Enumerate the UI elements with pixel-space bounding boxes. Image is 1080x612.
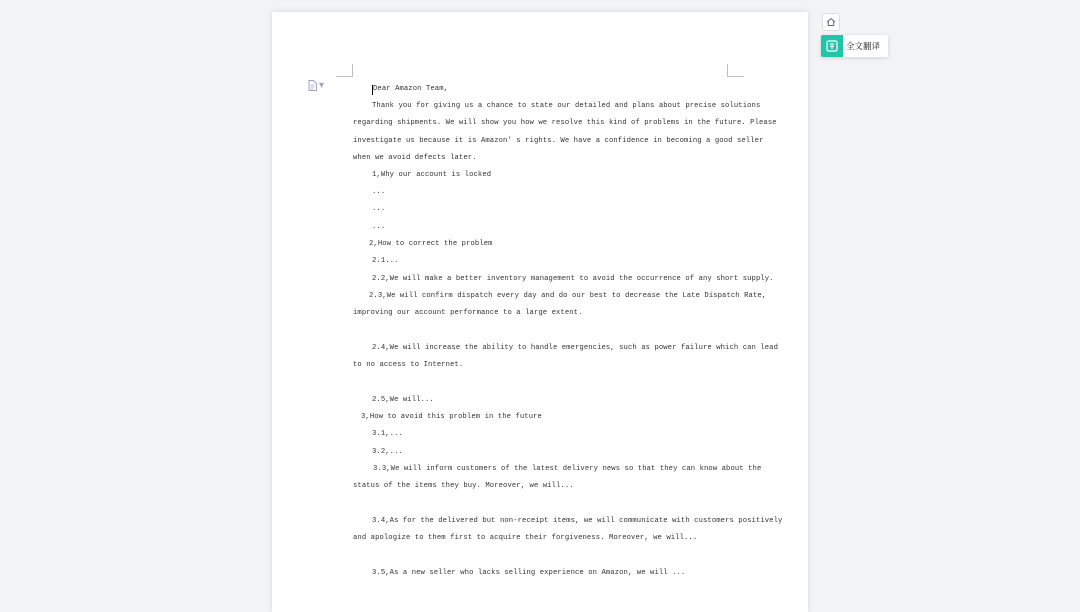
doc-line: ... [372, 223, 386, 231]
doc-line: ... [372, 188, 386, 196]
translate-label: 全文翻译 [846, 42, 881, 52]
home-icon [826, 17, 836, 27]
doc-line: regarding shipments. We will show you how we resolve this kind of problems in the future. Please [353, 119, 777, 127]
full-text-translate-button[interactable] [821, 35, 888, 57]
translate-icon [821, 35, 843, 57]
doc-line: to no access to Internet. [353, 361, 464, 369]
document-icon[interactable] [308, 79, 328, 91]
doc-line: 2.4,We will increase the ability to handle emergencies, such as power failure which can lead [372, 344, 779, 352]
margin-corner-top-left [336, 64, 353, 77]
doc-line: when we avoid defects later. [353, 154, 477, 162]
doc-line: 3.1,... [372, 430, 403, 438]
doc-line: 3.4,As for the delivered but non-receipt items, we will communicate with customers positively [372, 517, 783, 525]
doc-line: ... [372, 205, 386, 213]
doc-line: 2.3,We will confirm dispatch every day and do our best to decrease the Late Dispatch Rate, [369, 292, 767, 300]
home-button[interactable] [822, 13, 840, 31]
doc-line: 3.3,We will inform customers of the latest delivery news so that they can know about the [373, 465, 762, 473]
doc-line: improving our account performance to a large extent. [353, 309, 583, 317]
doc-line: 2.2,We will make a better inventory management to avoid the occurrence of any short supply. [372, 275, 774, 283]
doc-line: 2.1... [372, 257, 399, 265]
doc-line-greeting: Dear Amazon Team, [373, 85, 449, 93]
doc-line: Thank you for giving us a chance to state our detailed and plans about precise solutions [372, 102, 761, 110]
margin-corner-top-right [727, 64, 744, 77]
doc-line: status of the items they buy. Moreover, we will... [353, 482, 574, 490]
doc-line: 3.5,As a new seller who lacks selling experience on Amazon, we will ... [372, 569, 686, 577]
doc-line: 3.2,... [372, 448, 403, 456]
doc-line: 2.5,We will... [372, 396, 434, 404]
doc-line-heading: 1,Why our account is locked [372, 171, 492, 179]
document-page[interactable] [272, 12, 808, 612]
doc-line-heading: 2,How to correct the problem [369, 240, 493, 248]
chevron-down-icon: ▾ [319, 79, 325, 91]
doc-line: and apologize to them first to acquire their forgiveness. Moreover, we will... [353, 534, 698, 542]
doc-line-heading: 3,How to avoid this problem in the future [361, 413, 542, 421]
doc-line: investigate us because it is Amazon’ s rights. We have a confidence in becoming a good seller [353, 137, 764, 145]
